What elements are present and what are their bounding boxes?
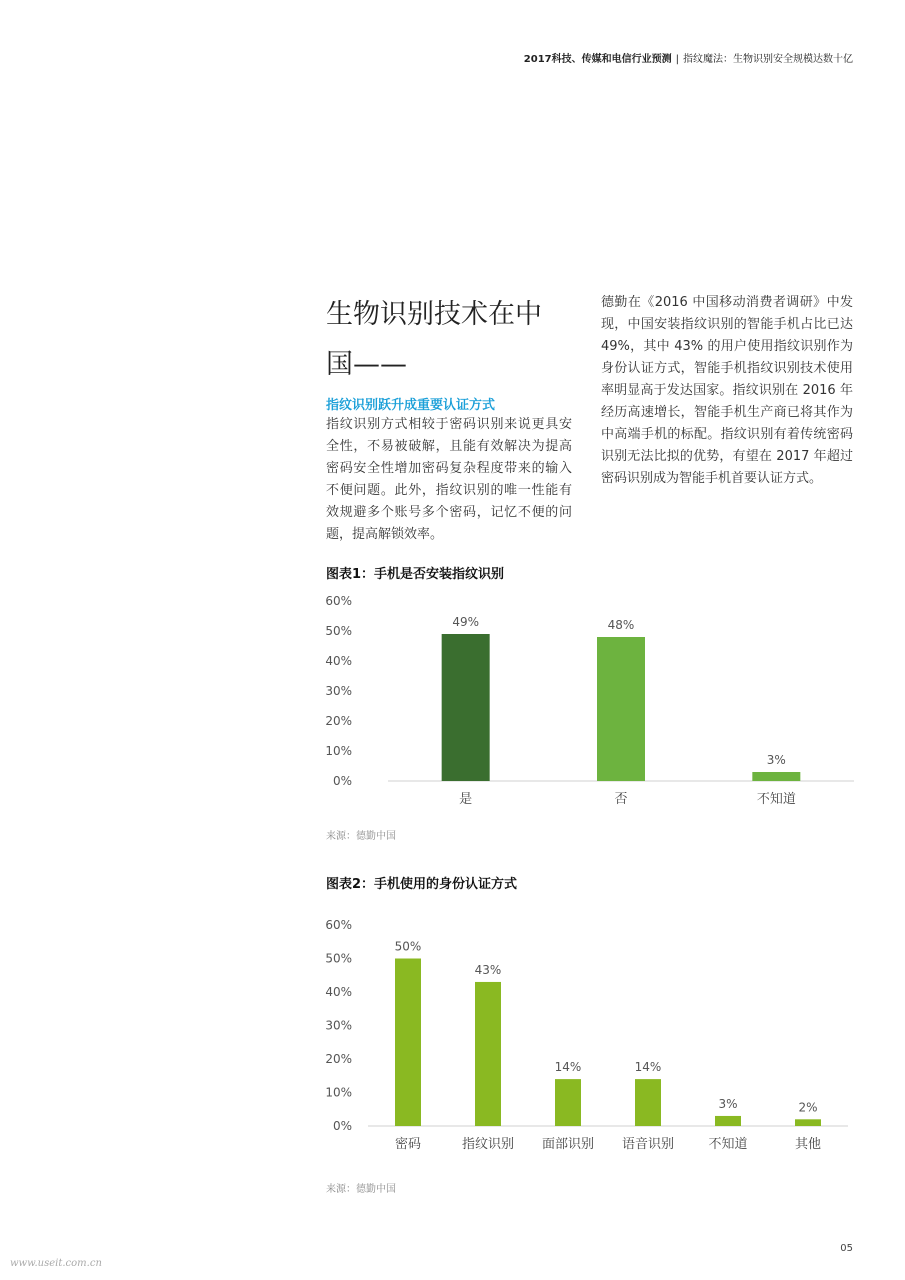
left-paragraph: 指纹识别方式相较于密码识别来说更具安全性，不易被破解，且能有效解决为提高密码安全性增加密码复杂程度带来的输入不便问题。此外，指纹识别的唯一性能有效规避多个账号多个密码，记忆不便的问题，提高解锁效率。 <box>326 417 572 542</box>
chart-2-ytick-0: 0% <box>332 1119 352 1133</box>
chart-2-title: 图表2：手机使用的身份认证方式 <box>326 877 518 892</box>
chart-1-bar-0 <box>442 634 490 781</box>
report-title: 2017科技、传媒和电信行业预测 <box>523 54 672 65</box>
chart-2-ytick-3: 30% <box>325 1018 352 1033</box>
section-title <box>326 290 566 390</box>
chart-2-value-label-2: 14% <box>554 1060 582 1075</box>
chart-1-category-1: 否 <box>614 792 628 807</box>
chart-1-category-2: 不知道 <box>756 792 796 807</box>
watermark: www.useit.com.cn <box>10 1258 102 1269</box>
chart-1-ytick-3: 30% <box>325 684 352 698</box>
chart-2-bar-5 <box>795 1119 821 1126</box>
chart-1-title: 图表1：手机是否安装指纹识别 <box>326 567 505 582</box>
section-title-line-2: 国—— <box>326 349 407 380</box>
chart-2-category-1: 指纹识别 <box>461 1137 515 1152</box>
chart-1-category-0: 是 <box>459 792 473 807</box>
chart-1 <box>0 590 905 820</box>
chart-1-ytick-4: 40% <box>325 654 352 668</box>
chart-2-bar-0 <box>395 959 421 1127</box>
chart-2-ytick-2: 20% <box>325 1052 352 1066</box>
chart-2-bar-2 <box>555 1079 581 1126</box>
page-number: 05 <box>840 1243 853 1254</box>
chart-2-value-label-4: 3% <box>718 1096 738 1111</box>
chart-2-ytick-1: 10% <box>325 1085 352 1100</box>
chart-2-value-label-0: 50% <box>394 939 422 954</box>
chart-2-category-5: 其他 <box>794 1137 822 1152</box>
chart-1-ytick-6: 60% <box>325 594 352 608</box>
chart-2-category-3: 语音识别 <box>621 1137 675 1152</box>
chart-1-source: 来源：德勤中国 <box>326 831 396 842</box>
chart-1-ytick-1: 10% <box>325 744 352 758</box>
chart-1-ytick-0: 0% <box>332 774 352 788</box>
header-separator: | <box>675 54 679 65</box>
chart-2-bar-3 <box>635 1079 661 1126</box>
chart-1-value-label-1: 48% <box>607 618 635 632</box>
subheading: 指纹识别跃升成重要认证方式 <box>326 398 496 413</box>
running-header <box>524 50 853 65</box>
chart-2-value-label-3: 14% <box>634 1060 662 1075</box>
right-paragraph: 德勤在《2016 中国移动消费者调研》中发现，中国安装指纹识别的智能手机占比已达 49%，其中 43% 的用户使用指纹识别作为身份认证方式，智能手机指纹识别技术使用率明显高于发达国家。指纹识别在 2016 年经历高速增长，智能手机生产商已将其作为中高端手机的标配。指纹识别有着传统密码识别无法比拟的优势，有望在 2017 年超过密码识别成为智能手机首要认证方式。 <box>601 295 853 486</box>
chart-1-value-label-2: 3% <box>766 753 786 767</box>
chart-2-ytick-6: 60% <box>325 918 352 932</box>
section-title-line-1: 生物识别技术在中 <box>326 299 542 330</box>
chart-1-value-label-0: 49% <box>452 615 480 629</box>
chart-2-category-4: 不知道 <box>708 1137 748 1152</box>
chart-2-category-0: 密码 <box>394 1137 422 1152</box>
chart-2-value-label-5: 2% <box>798 1100 818 1115</box>
chart-1-ytick-2: 20% <box>325 714 352 728</box>
chart-2-source: 来源：德勤中国 <box>326 1184 396 1195</box>
chart-2-ytick-4: 40% <box>325 985 352 999</box>
chart-1-ytick-5: 50% <box>325 624 352 638</box>
chart-1-bar-2 <box>752 772 800 781</box>
chart-1-bar-1 <box>597 637 645 781</box>
chart-2-ytick-5: 50% <box>325 951 352 966</box>
chapter-title: 指纹魔法：生物识别安全规模达数十亿 <box>683 54 853 65</box>
chart-2 <box>0 912 905 1157</box>
chart-2-category-2: 面部识别 <box>541 1137 595 1152</box>
chart-2-bar-1 <box>475 982 501 1126</box>
chart-2-bar-4 <box>715 1116 741 1126</box>
chart-2-value-label-1: 43% <box>474 962 502 977</box>
